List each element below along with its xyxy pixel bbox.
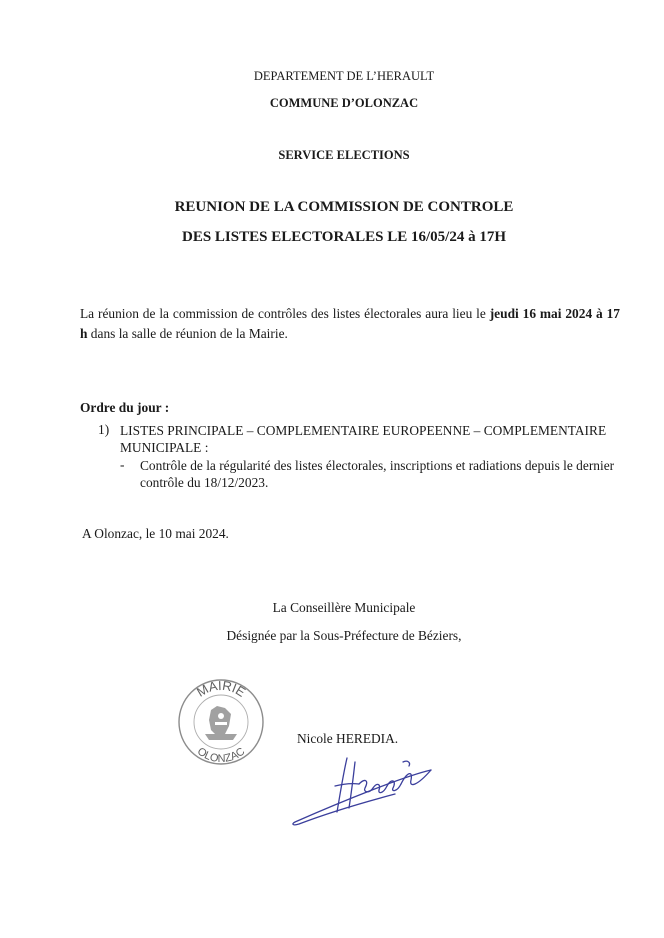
stamp-top-text: MAIRIE <box>194 677 249 700</box>
commune-heading: COMMUNE D’OLONZAC <box>269 96 419 110</box>
signatory-name: Nicole HEREDIA. <box>297 731 399 746</box>
agenda-item-text: LISTES PRINCIPALE – COMPLEMENTAIRE EUROPEENNE – COMPLEMENTAIRE MUNICIPALE : <box>120 423 607 455</box>
document-title-line-1: REUNION DE LA COMMISSION DE CONTROLE <box>174 199 514 215</box>
intro-paragraph <box>80 304 620 344</box>
signatory-designation: Désignée par la Sous-Préfecture de Béziers, <box>226 628 462 643</box>
document-title-line-2: DES LISTES ELECTORALES LE 16/05/24 à 17H <box>182 229 506 245</box>
signatory-role: La Conseillère Municipale <box>272 600 416 615</box>
handwritten-signature <box>285 750 435 830</box>
department-heading: DEPARTEMENT DE L’HERAULT <box>253 69 435 83</box>
intro-text-part-1: La réunion de la commission de contrôles des listes électorales aura lieu le <box>80 306 490 321</box>
intro-text-part-2: dans la salle de réunion de la Mairie. <box>87 326 288 341</box>
svg-text:OLONZAC <box>195 745 247 765</box>
place-and-date: A Olonzac, le 10 mai 2024. <box>82 526 229 541</box>
meeting-date-bold: jeudi 16 mai 2024 à 17 h <box>80 306 620 341</box>
svg-text:MAIRIE <box>194 678 248 700</box>
agenda-subitem-text: Contrôle de la régularité des listes électorales, inscriptions et radiations depuis le dernier contrôle du 18/12/2023. <box>140 458 615 490</box>
stamp-bottom-text: OLONZAC <box>194 745 248 766</box>
agenda-item-number: 1) <box>98 422 110 437</box>
service-heading: SERVICE ELECTIONS <box>278 148 410 162</box>
agenda-heading: Ordre du jour : <box>80 400 170 415</box>
mairie-seal-stamp <box>175 676 267 768</box>
agenda-subitem-bullet: - <box>120 457 125 472</box>
